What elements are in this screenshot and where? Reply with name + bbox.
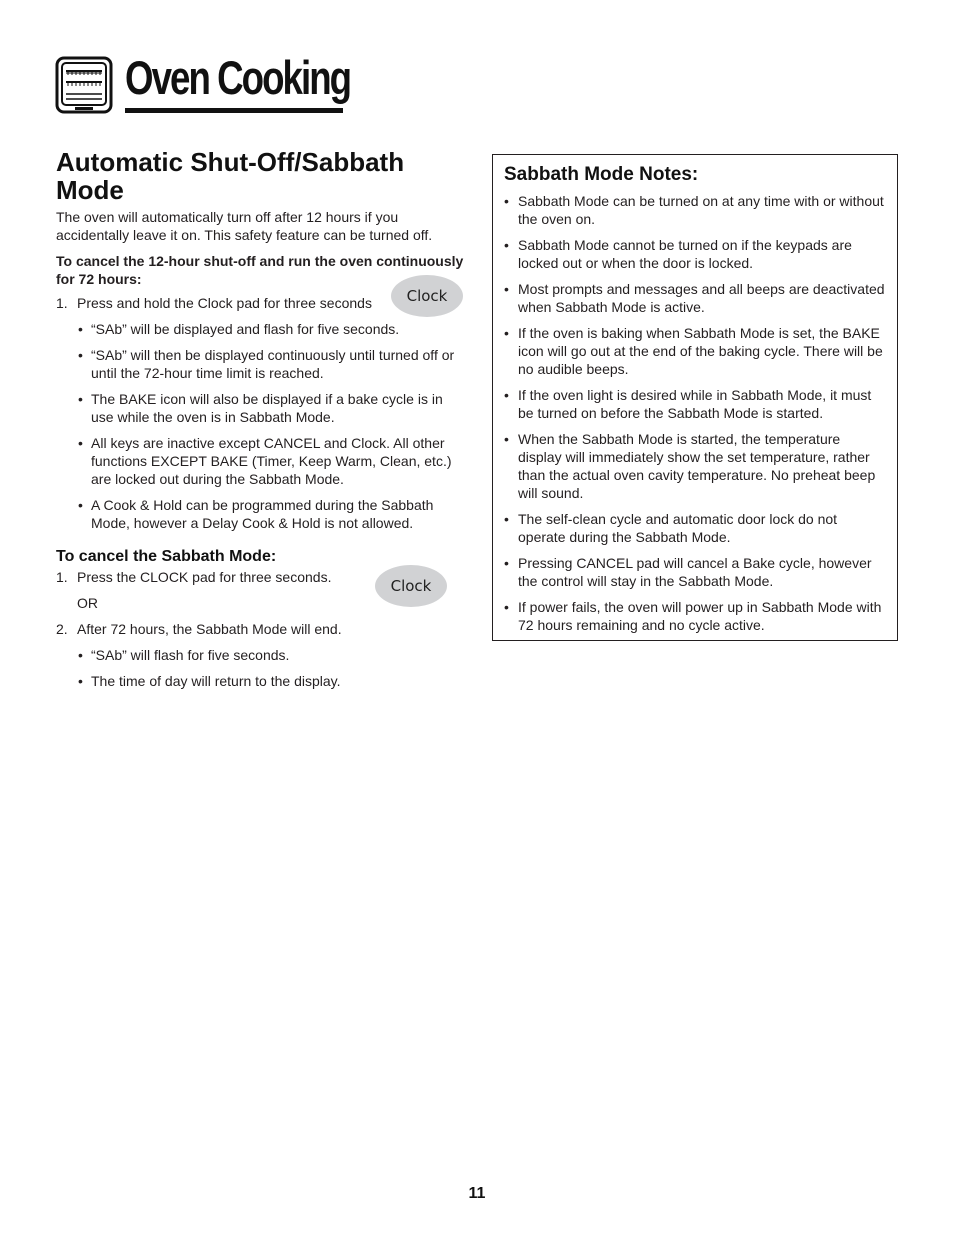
page-number: 11	[468, 1185, 486, 1202]
step-number: 1.	[56, 295, 68, 311]
or-separator: OR	[77, 595, 98, 611]
list-item: • If power fails, the oven will power up in Sabbath Mode with 72 hours remaining and no cycle active.	[504, 599, 882, 633]
page-header	[55, 51, 355, 116]
list-item: • Sabbath Mode can be turned on at any time with or without the oven on.	[504, 193, 884, 227]
list-item: • “SAb” will then be displayed continuously until turned off or until the 72-hour time limit is reached.	[78, 347, 455, 381]
section-lead: To cancel the 12-hour shut-off and run the oven continuously for 72 hours:	[56, 253, 464, 287]
step-1-bullets	[56, 320, 466, 532]
clock-pad-button-cancel: Clock	[375, 565, 447, 607]
cancel-step-2	[56, 620, 466, 638]
notes-list	[504, 192, 887, 634]
section-intro: The oven will automatically turn off after 12 hours if you accidentally leave it on. This safety feature can be turned off.	[56, 209, 433, 243]
list-item: • “SAb” will flash for five seconds.	[78, 647, 290, 663]
section-title: Automatic Shut-Off/Sabbath Mode	[56, 147, 405, 205]
list-item: • Pressing CANCEL pad will cancel a Bake cycle, however the control will stay in the Sabbath Mode.	[504, 555, 872, 589]
list-item: • The BAKE icon will also be displayed if a bake cycle is in use while the oven is in Sabbath Mode.	[78, 391, 443, 425]
list-item: • A Cook & Hold can be programmed during the Sabbath Mode, however a Delay Cook & Hold is not allowed.	[78, 497, 434, 531]
list-item: • When the Sabbath Mode is started, the temperature display will immediately show the set temperature, rather than the actual oven cavity temperature. No preheat beep will sound.	[504, 431, 876, 501]
step-text: Press the CLOCK pad for three seconds.	[77, 569, 332, 585]
list-item: • If the oven light is desired while in Sabbath Mode, it must be turned on before the Sabbath Mode is started.	[504, 387, 872, 421]
clock-pad-button: Clock	[391, 275, 463, 317]
cancel-title: To cancel the Sabbath Mode:	[56, 548, 277, 565]
list-item: • Sabbath Mode cannot be turned on if the keypads are locked out or when the door is locked.	[504, 237, 852, 271]
step-number: 1.	[56, 569, 68, 585]
step-number: 2.	[56, 621, 68, 637]
notes-title: Sabbath Mode Notes:	[504, 164, 699, 185]
list-item: • The self-clean cycle and automatic door lock do not operate during the Sabbath Mode.	[504, 511, 838, 545]
title-underline	[125, 108, 343, 113]
step-text: Press and hold the Clock pad for three seconds	[77, 295, 372, 311]
shutoff-section	[56, 148, 466, 690]
cancel-bullets	[56, 646, 466, 690]
page-title: Oven Cooking	[125, 51, 351, 104]
sabbath-notes-box	[492, 154, 898, 641]
step-text: After 72 hours, the Sabbath Mode will end.	[77, 621, 342, 637]
list-item: • All keys are inactive except CANCEL and Clock. All other functions EXCEPT BAKE (Timer, Keep Warm, Clean, etc.) are locked out during the Sabbath Mode.	[78, 435, 452, 487]
list-item: • Most prompts and messages and all beeps are deactivated when Sabbath Mode is active.	[504, 281, 885, 315]
list-item: • The time of day will return to the display.	[78, 673, 341, 689]
oven-icon	[55, 56, 113, 114]
list-item: • If the oven is baking when Sabbath Mode is set, the BAKE icon will go out at the end of the baking cycle. There will be no audible beeps.	[504, 325, 883, 377]
list-item: • “SAb” will be displayed and flash for five seconds.	[78, 321, 400, 337]
